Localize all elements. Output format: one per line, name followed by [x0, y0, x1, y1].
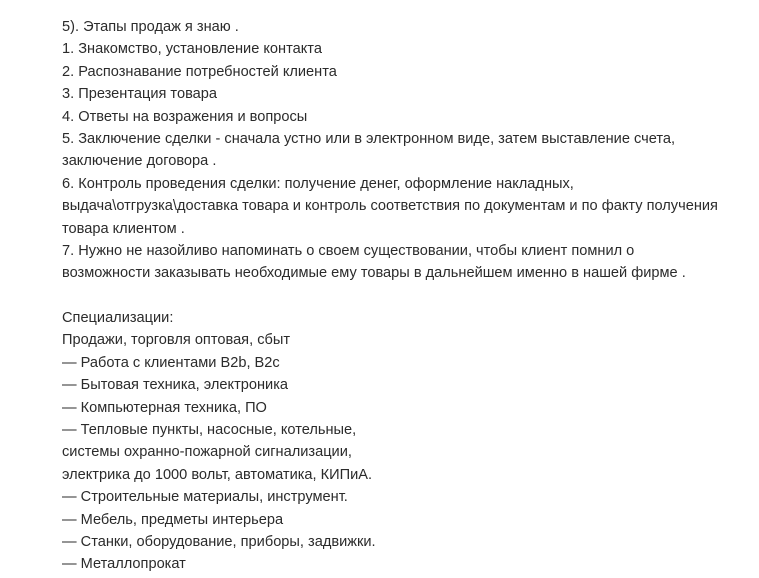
- paragraph-spacer: [62, 285, 752, 307]
- sales-stage-line: 4. Ответы на возражения и вопросы: [62, 108, 308, 125]
- specialization-line: — Компьютерная техника, ПО: [62, 399, 267, 416]
- specialization-line: электрика до 1000 вольт, автоматика, КИПиА.: [62, 466, 373, 483]
- sales-stage-line: возможности заказывать необходимые ему товары в дальнейшем именно в нашей фирме .: [62, 265, 686, 282]
- sales-stage-line: 5. Заключение сделки - сначала устно или в электронном виде, затем выставление счета,: [62, 130, 676, 147]
- sales-stage-line: товара клиентом .: [62, 220, 185, 237]
- specialization-line: системы охранно-пожарной сигнализации,: [62, 444, 352, 461]
- specialization-line: — Работа с клиентами B2b, B2c: [62, 354, 280, 371]
- sales-stage-line: 2. Распознавание потребностей клиента: [62, 63, 337, 80]
- specialization-line: — Тепловые пункты, насосные, котельные,: [62, 422, 357, 439]
- specializations-heading: Специализации:: [62, 310, 174, 327]
- specialization-line: — Бытовая техника, электроника: [62, 377, 289, 394]
- specialization-line: Продажи, торговля оптовая, сбыт: [62, 332, 291, 349]
- specialization-line: — Строительные материалы, инструмент.: [62, 489, 348, 506]
- sales-stage-line: выдача\отгрузка\доставка товара и контроль соответствия по документам и по факту получения: [62, 198, 718, 215]
- specialization-line: — Мебель, предметы интерьера: [62, 511, 284, 528]
- specialization-line: — Металлопрокат: [62, 556, 186, 573]
- specialization-line: — Станки, оборудование, приборы, задвижки.: [62, 533, 376, 550]
- sales-stage-line: 7. Нужно не назойливо напоминать о своем существовании, чтобы клиент помнил о: [62, 242, 635, 259]
- sales-stages-heading: 5). Этапы продаж я знаю .: [62, 19, 239, 35]
- sales-stage-line: 1. Знакомство, установление контакта: [62, 41, 322, 58]
- sales-stage-line: 3. Презентация товара: [62, 86, 218, 103]
- sales-stage-line: 6. Контроль проведения сделки: получение денег, оформление накладных,: [62, 175, 574, 192]
- document-body: [62, 16, 752, 576]
- sales-stage-line: заключение договора .: [62, 153, 217, 170]
